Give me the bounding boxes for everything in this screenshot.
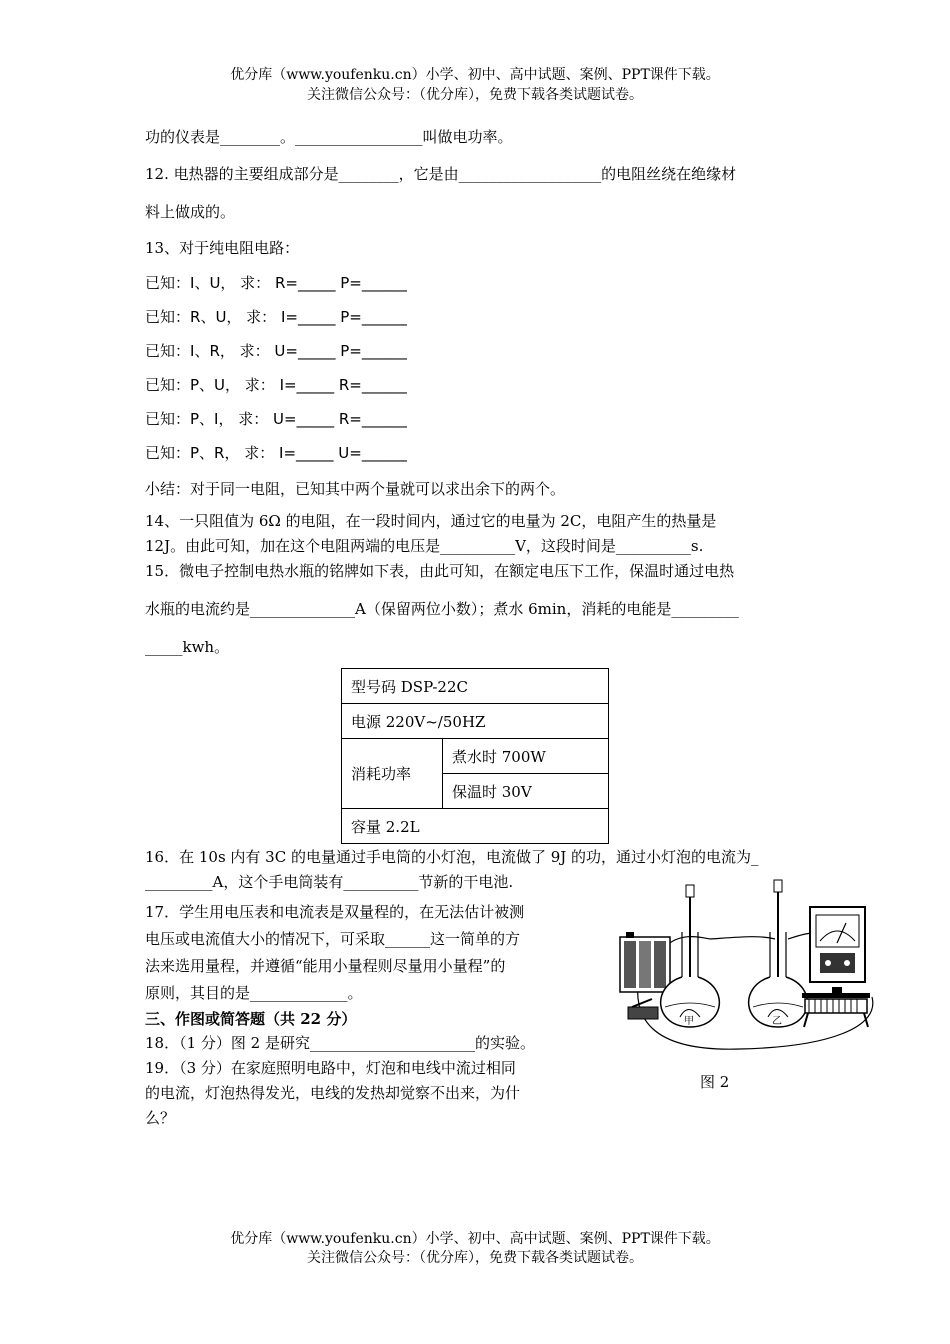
q17-line-3: 法来选用量程，并遵循“能用小量程则尽量用小量程”的 — [145, 957, 506, 975]
consumption-label-cell: 消耗功率 — [342, 739, 443, 809]
switch — [628, 999, 658, 1019]
q14-line-1: 14、一只阻值为 6Ω 的电阻，在一段时间内，通过它的电量为 2C，电阻产生的热量是 — [145, 512, 717, 530]
q13-row: 已知：I、R， 求： U=_____ P=______ — [145, 342, 407, 360]
q11-tail: 功的仪表是________。_________________叫做电功率。 — [145, 128, 513, 146]
q18-line-1: 18．（1 分）图 2 是研究______________________的实验。 — [145, 1034, 535, 1052]
flask-b-label: 乙 — [772, 1016, 782, 1027]
meter — [810, 907, 865, 982]
q12-line-2: 料上做成的。 — [145, 203, 236, 221]
battery-pack — [620, 932, 670, 992]
section-3-title: 三、作图或简答题（共 22 分） — [145, 1010, 357, 1028]
footer-line-2: 关注微信公众号：（优分库），免费下载各类试题试卷。 — [307, 1250, 643, 1266]
q13-row: 已知：I、U， 求： R=_____ P=______ — [145, 274, 407, 292]
power-source-cell: 电源 220V~/50HZ — [342, 704, 609, 739]
q16-line-2: _________A，这个手电筒装有__________节新的干电池. — [145, 873, 514, 891]
q17-line-2: 电压或电流值大小的情况下，可采取______这一简单的方 — [145, 930, 521, 948]
keep-warm-cell: 保温时 30V — [443, 774, 609, 809]
header-line-1: 优分库（www.youfenku.cn）小学、初中、高中试题、案例、PPT课件下载。 — [230, 67, 720, 83]
flask-a-label: 甲 — [684, 1016, 694, 1027]
q19-line-1: 19．（3 分）在家庭照明电路中，灯泡和电线中流过相同 — [145, 1059, 516, 1077]
q17-line-1: 17．学生用电压表和电流表是双量程的，在无法估计被测 — [145, 903, 525, 921]
q13-row: 已知：P、I， 求： U=_____ R=______ — [145, 410, 407, 428]
boiling-power-cell: 煮水时 700W — [443, 739, 609, 774]
q19-line-2: 的电流，灯泡热得发光，电线的发热却觉察不出来，为什 — [145, 1084, 521, 1102]
q14-line-2: 12J。由此可知，加在这个电阻两端的电压是__________V，这段时间是__________s. — [145, 537, 704, 555]
q15-line-3: _____kwh。 — [145, 638, 230, 656]
capacity-cell: 容量 2.2L — [342, 809, 609, 844]
q13-title: 13、对于纯电阻电路： — [145, 239, 300, 257]
experiment-apparatus-figure — [610, 877, 880, 1057]
model-cell: 型号码 DSP-22C — [342, 669, 609, 704]
q13-row: 已知：P、U， 求： I=_____ R=______ — [145, 376, 407, 394]
figure-caption: 图 2 — [700, 1073, 730, 1091]
q15-line-1: 15．微电子控制电热水瓶的铭牌如下表，由此可知，在额定电压下工作，保温时通过电热 — [145, 562, 735, 580]
nameplate-table — [341, 668, 609, 844]
q17-line-4: 原则，其目的是_____________。 — [145, 984, 363, 1002]
q12-line-1: 12. 电热器的主要组成部分是________，它是由___________________的电阻丝绕在绝缘材 — [145, 165, 737, 183]
q19-line-3: 么？ — [145, 1109, 176, 1127]
q15-line-2: 水瓶的电流约是______________A（保留两位小数）；煮水 6min，消耗的电能是_________ — [145, 600, 739, 618]
q13-row: 已知：R、U， 求： I=_____ P=______ — [145, 308, 407, 326]
footer-line-1: 优分库（www.youfenku.cn）小学、初中、高中试题、案例、PPT课件下载。 — [230, 1231, 720, 1247]
q13-summary: 小结：对于同一电阻，已知其中两个量就可以求出余下的两个。 — [145, 480, 566, 498]
rheostat — [802, 987, 870, 1027]
q16-line-1: 16．在 10s 内有 3C 的电量通过手电筒的小灯泡，电流做了 9J 的功，通过小灯泡的电流为_ — [145, 848, 759, 866]
header-line-2: 关注微信公众号：（优分库），免费下载各类试题试卷。 — [307, 87, 643, 103]
flask-b — [749, 880, 808, 1027]
q13-row: 已知：P、R， 求： I=_____ U=______ — [145, 444, 407, 462]
